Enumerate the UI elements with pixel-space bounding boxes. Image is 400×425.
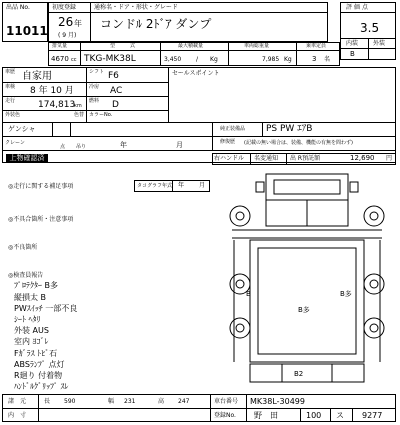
displacement-label: 排気量 (52, 43, 68, 49)
color-change-label: 色替 (74, 112, 85, 118)
reg-kana: ス (336, 411, 344, 420)
color-code-label: カラーNo. (89, 112, 113, 118)
shift-label: シフト (89, 69, 105, 75)
interior-label: 内装 (346, 40, 359, 47)
inner-dims-label: 内 寸 (8, 412, 27, 419)
ac-label: 冷房 (89, 84, 100, 90)
chassis-label: 車台番号 (214, 398, 239, 405)
repair-note: (記載の無い場合は、装備、機能の有無を問わず) (244, 140, 353, 146)
inspector-report-title: ◎検査員報告 (8, 272, 44, 279)
total-weight-label: 車両総重量 (244, 43, 270, 49)
inspector-item: 外装 AUS (14, 326, 49, 335)
inspector-item: ﾊﾝﾄﾞﾙｸﾞﾘｯﾌﾟ ｽﾚ (14, 382, 69, 391)
capacity-unit: 名 (324, 56, 331, 63)
color-value: ゲンシャ (8, 125, 36, 133)
max-load-value: 3,450 (164, 56, 182, 63)
chassis-value: MK38L-30499 (250, 397, 305, 406)
bad-parts-title: ◎不良箇所 (8, 244, 38, 251)
max-load-label: 最大積載量 (178, 43, 204, 49)
mileage-value: 174,813 (38, 100, 76, 110)
recycle-amount: 12,690 (350, 154, 375, 162)
interior-grade: B (350, 50, 355, 58)
fuel-label: 燃料 (89, 98, 100, 104)
truck-damage-diagram (222, 168, 392, 394)
inspector-item: ﾌﾟﾛﾃｸﾀｰ B多 (14, 281, 59, 290)
capacity-value: 3 (312, 55, 317, 63)
genuine-items: PS PW ｴｱB (266, 124, 313, 134)
ac-value: AC (110, 86, 123, 96)
mileage-label: 走行 (5, 98, 16, 104)
model-label: 型 式 (110, 43, 136, 49)
inspector-item: PWｽｲｯﾁ 一部不良 (14, 304, 78, 313)
maintenance-badge: 上物確認済 (6, 154, 48, 163)
color-label: 外装色 (5, 112, 21, 118)
length-label: 長 (44, 398, 51, 405)
model-value: TKG-MK38L (84, 54, 136, 64)
first-reg-label: 初度登録 (52, 4, 77, 11)
lot-number: 11011 (6, 24, 48, 38)
car-name-label: 通称名・ドア・形状・グレード (94, 4, 178, 11)
damage-mark-right: B多 (340, 290, 352, 298)
crane-riyo-label: 吊り (76, 144, 87, 150)
recycle-unit: 円 (386, 155, 393, 162)
use-value: 自家用 (22, 71, 52, 82)
inspector-item: ABSﾗﾝﾌﾟ 点灯 (14, 360, 65, 369)
inspection-value: 8 年 10 月 (30, 86, 74, 96)
reg-class: 100 (306, 411, 322, 420)
fuel-value: D (112, 100, 119, 110)
width-label: 幅 (108, 398, 115, 405)
first-reg-year-unit: 年 (74, 19, 82, 28)
inspector-item: R廻り 付着物 (14, 371, 63, 380)
tacho-month: 月 (199, 182, 206, 189)
length-value: 590 (64, 398, 76, 405)
inspection-label: 車検 (5, 84, 16, 90)
damage-mark-left: B (246, 290, 251, 298)
inspector-item: Fｶﾞﾗｽ ﾄﾋﾞ石 (14, 349, 58, 358)
meter-notes-title: ◎走行に関する補足事項 (8, 183, 74, 190)
car-name: コンドﾙ 2ﾄﾞｱ ダンプ (100, 17, 212, 31)
crane-label: クレーン (5, 140, 25, 146)
total-weight-value: 7,985 (262, 56, 280, 63)
genuine-label: 純正装備品 (220, 126, 246, 132)
first-reg-year: 26 (58, 15, 74, 29)
inspector-item: 縦損太 B (14, 293, 47, 302)
shift-value: F6 (108, 71, 119, 81)
sales-point-label: セールスポイント (172, 70, 220, 77)
dims-label: 諸 元 (8, 398, 27, 405)
defect-notes-title: ◎不具合箇所・注意事項 (8, 216, 74, 223)
height-label: 高 (158, 398, 165, 405)
capacity-label: 乗車定員 (306, 43, 327, 49)
first-reg-month: ( 9 月) (58, 32, 77, 39)
tacho-label: タコグラフ年式 (137, 183, 173, 189)
repair-label: 修復歴 (220, 139, 236, 145)
regno-label: 登録No. (214, 412, 236, 419)
crane-month-label: 月 (176, 141, 183, 149)
total-weight-unit: Kg (284, 56, 292, 63)
displacement-unit: cc (71, 57, 77, 63)
crane-points-label: 点 (60, 144, 66, 150)
damage-mark-center: B多 (298, 306, 310, 314)
transfer-label: 名変通知 (254, 155, 279, 162)
max-load-unit: / Kg (196, 56, 218, 63)
tacho-year: 年 (178, 182, 185, 189)
inspector-item: 室内 ﾖｺﾞﾚ (14, 337, 49, 346)
displacement-value: 4670 (51, 55, 69, 63)
mileage-unit: km (74, 103, 82, 109)
lot-label: 出品 No. (6, 4, 30, 11)
width-value: 231 (124, 398, 136, 405)
crane-year-label: 年 (120, 141, 127, 149)
score-label: 評 価 点 (346, 4, 368, 11)
reg-number: 9277 (362, 411, 383, 420)
damage-mark-bottom: B2 (294, 370, 304, 378)
handle-label: 右ハンドル (214, 155, 245, 162)
exterior-label: 外装 (373, 40, 386, 47)
height-value: 247 (178, 398, 190, 405)
inspector-item: ｼｰﾄ ﾍﾀﾘ (14, 315, 41, 324)
score-value: 3.5 (360, 21, 380, 35)
use-label: 車歴 (5, 69, 16, 75)
reg-place: 野 田 (254, 411, 278, 420)
recycle-label: 出 R預託額 (290, 155, 321, 162)
